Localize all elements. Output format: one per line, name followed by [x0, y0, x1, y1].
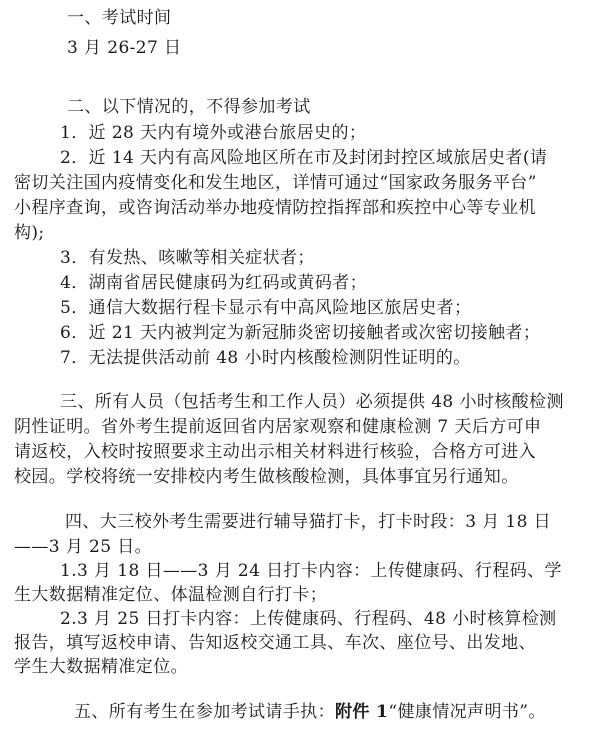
condition-item-2-line-2: 密切关注国内疫情变化和发生地区，详情可通过“国家政务服务平台”: [14, 173, 537, 193]
condition-item-5: 5．通信大数据行程卡显示有中高风险地区旅居史者；: [60, 298, 472, 318]
section3-line-4: 校园。学校将统一安排校内考生做核酸检测，具体事宜另行通知。: [14, 467, 519, 487]
section3-line-3: 请返校，入校时按照要求主动出示相关材料进行核验，合格方可进入: [14, 442, 536, 462]
section3-line-1: 三、所有人员（包括考生和工作人员）必须提供 48 小时核酸检测: [60, 392, 564, 412]
declaration-title: “健康情况声明书”。: [388, 702, 546, 722]
exam-date: 3 月 26-27 日: [67, 38, 182, 58]
section1-heading: 一、考试时间: [67, 8, 172, 28]
checkin-item-1-line-2: 生大数据精准定位、体温检测自行打卡；: [14, 585, 328, 605]
attachment-label: 附件 1: [335, 702, 389, 722]
section4-line-1: 四、大三校外考生需要进行辅导猫打卡，打卡时段：3 月 18 日: [65, 512, 552, 532]
section4-line-2: ——3 月 25 日。: [14, 537, 153, 557]
condition-item-2-line-4: 构);: [14, 223, 45, 243]
condition-item-4: 4．湖南省居民健康码为红码或黄码者；: [60, 273, 368, 293]
condition-item-6: 6．近 21 天内被判定为新冠肺炎密切接触者或次密切接触者；: [60, 323, 541, 343]
checkin-item-2-line-2: 报告，填写返校申请、告知返校交通工具、车次、座位号、出发地、: [14, 633, 536, 653]
checkin-item-2-line-3: 学生大数据精准定位。: [14, 657, 188, 677]
condition-item-3: 3．有发热、咳嗽等相关症状者；: [60, 248, 315, 268]
condition-item-7: 7．无法提供活动前 48 小时内核酸检测阴性证明的。: [60, 348, 471, 368]
section2-heading: 二、以下情况的，不得参加考试: [67, 97, 311, 117]
condition-item-2-line-3: 小程序查询，或咨询活动举办地疫情防控指挥部和疾控中心等专业机: [14, 198, 536, 218]
condition-item-1: 1．近 28 天内有境外或港台旅居史的；: [60, 123, 367, 143]
section5-line: [74, 700, 546, 724]
section5-prefix: 五、所有考生在参加考试请手执：: [74, 702, 335, 722]
checkin-item-1-line-1: 1.3 月 18 日——3 月 24 日打卡内容：上传健康码、行程码、学: [60, 561, 562, 581]
section3-line-2: 阴性证明。省外考生提前返回省内居家观察和健康检测 7 天后方可申: [14, 417, 542, 437]
checkin-item-2-line-1: 2.3 月 25 日打卡内容：上传健康码、行程码、48 小时核算检测: [60, 609, 557, 629]
condition-item-2-line-1: 2．近 14 天内有高风险地区所在市及封闭封控区域旅居史者(请: [60, 148, 548, 168]
